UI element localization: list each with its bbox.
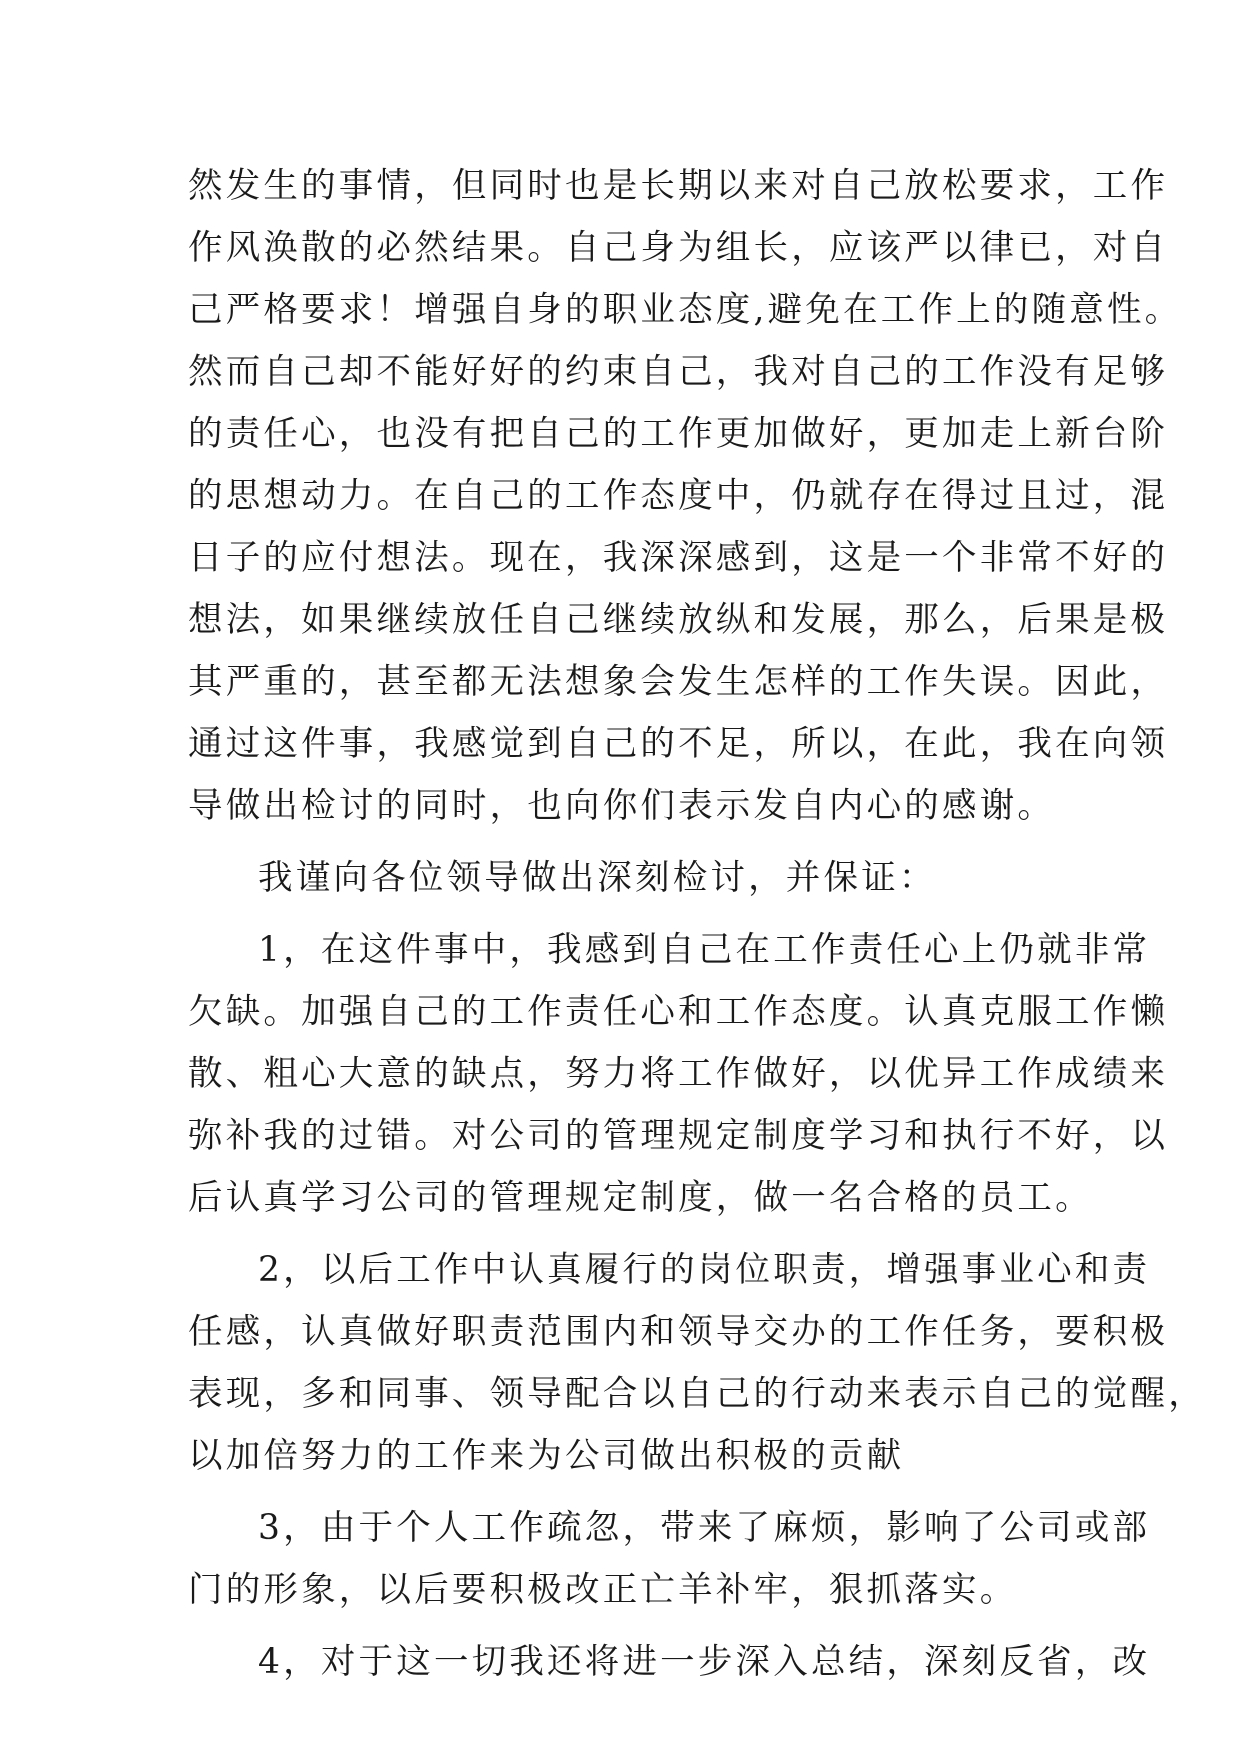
- text-line: 其严重的，甚至都无法想象会发生怎样的工作失误。因此，: [188, 662, 1169, 702]
- document-body: [188, 155, 1206, 1693]
- text-line: 想法，如果继续放任自己继续放纵和发展，那么，后果是极: [188, 600, 1169, 640]
- text-line: 欠缺。加强自己的工作责任心和工作态度。认真克服工作懒: [188, 992, 1169, 1032]
- text-line: 后认真学习公司的管理规定制度，做一名合格的员工。: [188, 1178, 1093, 1218]
- text-line: 然而自己却不能好好的约束自己，我对自己的工作没有足够: [188, 352, 1169, 392]
- text-line: 的责任心，也没有把自己的工作更加做好，更加走上新台阶: [188, 414, 1169, 454]
- text-line: 弥补我的过错。对公司的管理规定制度学习和执行不好，以: [188, 1116, 1169, 1156]
- text-line: 门的形象，以后要积极改正亡羊补牢，狠抓落实。: [188, 1570, 1018, 1610]
- list-item-3-start: 3，由于个人工作疏忽，带来了麻烦，影响了公司或部: [258, 1508, 1151, 1548]
- text-line: 导做出检讨的同时，也向你们表示发自内心的感谢。: [188, 786, 1056, 826]
- text-line: 任感，认真做好职责范围内和领导交办的工作任务，要积极: [188, 1312, 1169, 1352]
- text-line: 以加倍努力的工作来为公司做出积极的贡献: [188, 1436, 905, 1476]
- text-line: 通过这件事，我感觉到自己的不足，所以，在此，我在向领: [188, 724, 1169, 764]
- text-line: 表现，多和同事、领导配合以自己的行动来表示自己的觉醒，: [188, 1374, 1206, 1414]
- list-item-2-start: 2，以后工作中认真履行的岗位职责，增强事业心和责: [258, 1250, 1151, 1290]
- paragraph-intro: 我谨向各位领导做出深刻检讨，并保证：: [258, 858, 937, 898]
- list-item-4-start: 4，对于这一切我还将进一步深入总结，深刻反省，改: [258, 1642, 1151, 1682]
- text-line: 的思想动力。在自己的工作态度中，仍就存在得过且过，混: [188, 476, 1169, 516]
- text-line: 日子的应付想法。现在，我深深感到，这是一个非常不好的: [188, 538, 1169, 578]
- text-line: 散、粗心大意的缺点，努力将工作做好，以优异工作成绩来: [188, 1054, 1169, 1094]
- text-line: 然发生的事情，但同时也是长期以来对自己放松要求，工作: [188, 166, 1169, 206]
- text-line: 作风涣散的必然结果。自己身为组长，应该严以律已，对自: [188, 228, 1169, 268]
- text-line: 己严格要求！增强自身的职业态度,避免在工作上的随意性。: [188, 290, 1183, 330]
- list-item-1-start: 1，在这件事中，我感到自己在工作责任心上仍就非常: [258, 930, 1151, 970]
